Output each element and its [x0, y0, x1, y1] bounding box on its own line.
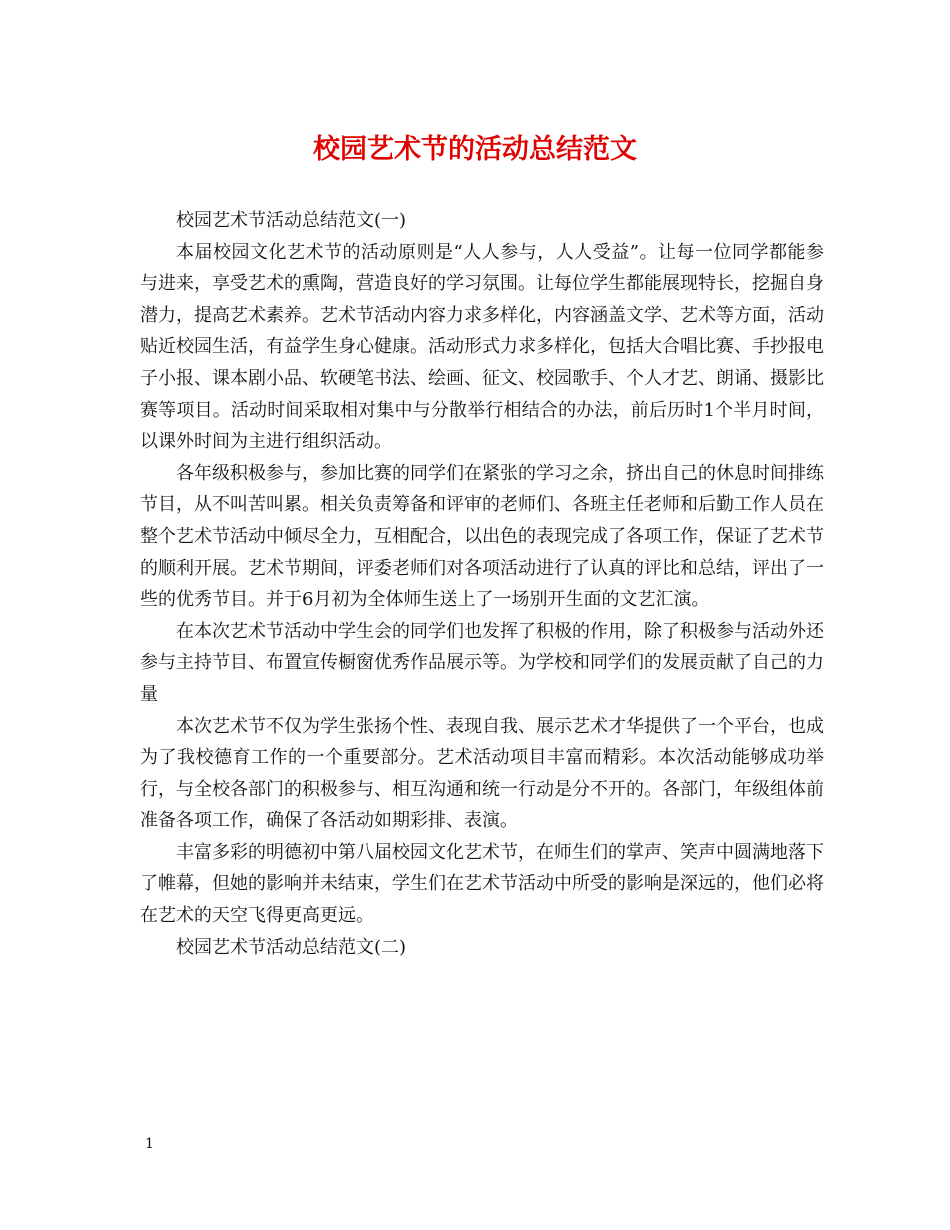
page-number: 1 — [145, 1136, 154, 1152]
paragraph: 丰富多彩的明德初中第八届校园文化艺术节，在师生们的掌声、笑声中圆满地落下了帷幕，但她的影响并未结束，学生们在艺术节活动中所受的影响是深远的，他们必将在艺术的天空飞得更高更远。 — [140, 841, 824, 927]
paragraph: 本届校园文化艺术节的活动原则是“人人参与，人人受益”。让每一位同学都能参与进来，享受艺术的熏陶，营造良好的学习氛围。让每位学生都能展现特长，挖掘自身潜力，提高艺术素养。艺术节活动内容力求多样化，内容涵盖文学、艺术等方面，活动贴近校园生活，有益学生身心健康。活动形式力求多样化，包括大合唱比赛、手抄报电子小报、课本剧小品、软硬笔书法、绘画、征文、校园歌手、个人才艺、朗诵、摄影比赛等项目。活动时间采取相对集中与分散举行相结合的办法，前后历时1个半月时间，以课外时间为主进行组织活动。 — [140, 241, 824, 453]
paragraph: 校园艺术节活动总结范文(一) — [176, 210, 407, 231]
paragraph: 在本次艺术节活动中学生会的同学们也发挥了积极的作用，除了积极参与活动外还参与主持节目、布置宣传橱窗优秀作品展示等。为学校和同学们的发展贡献了自己的力量 — [140, 620, 824, 705]
document-title: 校园艺术节的活动总结范文 — [313, 134, 637, 165]
paragraph: 校园艺术节活动总结范文(二) — [176, 936, 407, 958]
document-body — [140, 205, 824, 963]
paragraph: 各年级积极参与，参加比赛的同学们在紧张的学习之余，挤出自己的休息时间排练节目，从不叫苦叫累。相关负责筹备和评审的老师们、各班主任老师和后勤工作人员在整个艺术节活动中倾尽全力，互相配合，以出色的表现完成了各项工作，保证了艺术节的顺利开展。艺术节期间，评委老师们对各项活动进行了认真的评比和总结，评出了一些的优秀节目。并于6月初为全体师生送上了一场别开生面的文艺汇演。 — [140, 462, 824, 611]
paragraph: 本次艺术节不仅为学生张扬个性、表现自我、展示艺术才华提供了一个平台，也成为了我校德育工作的一个重要部分。艺术活动项目丰富而精彩。本次活动能够成功举行，与全校各部门的积极参与、相互沟通和统一行动是分不开的。各部门，年级组体前准备各项工作，确保了各活动如期彩排、表演。 — [140, 715, 824, 832]
